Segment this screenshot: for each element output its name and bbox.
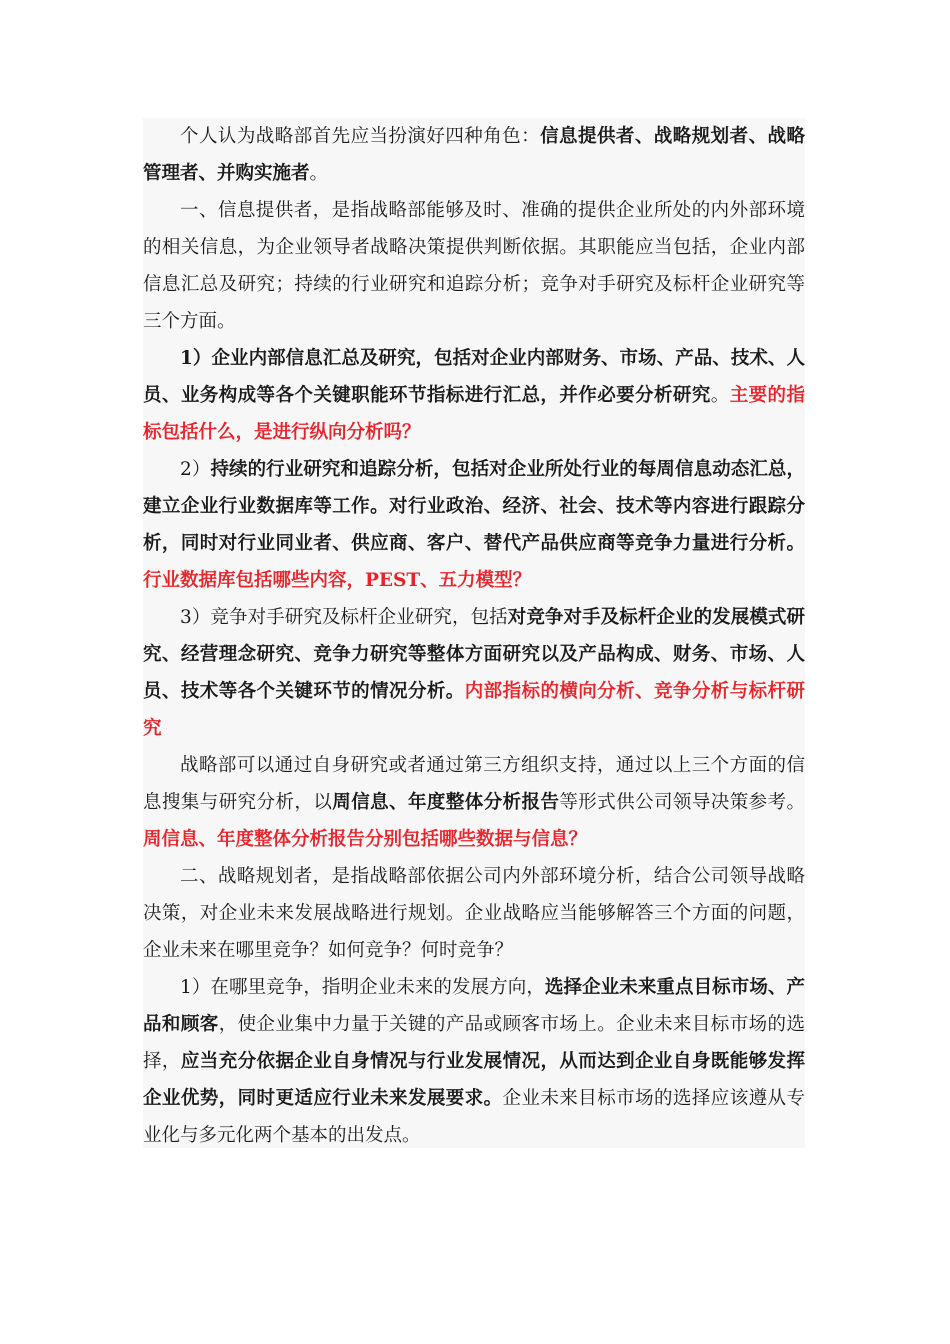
paragraph-strategy-planner (143, 858, 805, 969)
text-run-red-note: 行业数据库包括哪些内容，PEST、五力模型？ (143, 570, 532, 591)
text-run-bold: 持续的行业研究和追踪分析，包括对企业所处行业的每周信息动态汇总，建立企业行业数据库等工作。对行业政治、经济、社会、技术等内容进行跟踪分析，同时对行业同业者、供应商、客户、替代产品供应商等竞争力量进行分析。 (143, 459, 805, 554)
text-run: 。 (309, 163, 329, 184)
text-run: 企业未来目标市场的选择应该遵从专业化与多元化两个基本的出发点。 (143, 1088, 805, 1146)
text-run: 一、信息提供者，是指战略部能够及时、准确的提供企业所处的内外部环境的相关信息，为企业领导者战略决策提供判断依据。其职能应当包括，企业内部信息汇总及研究；持续的行业研究和追踪分析；竞争对手研究及标杆企业研究等三个方面。 (143, 200, 805, 332)
text-run-bold: 对竞争对手及标杆企业的发展模式研究、经营理念研究、竞争力研究等整体方面研究以及产品构成、财务、市场、人员、技术等各个关键环节的情况分析。 (143, 607, 805, 702)
document-text-block (143, 118, 805, 1148)
paragraph-info-output (143, 747, 805, 858)
text-run-red-note: 主要的指标包括什么，是进行纵向分析吗？ (143, 385, 805, 443)
paragraph-where-to-compete (143, 969, 805, 1154)
text-run: ，使企业集中力量于关键的产品或顾客市场上。企业未来目标市场的选择， (143, 1014, 805, 1072)
text-run-bold: 1）企业内部信息汇总及研究，包括对企业内部财务、市场、产品、技术、人员、业务构成等各个关键职能环节指标进行汇总，并作必要分析研究 (143, 348, 805, 406)
paragraph-roles (143, 118, 805, 192)
text-run-bold: 信息提供者、战略规划者、战略管理者、并购实施者 (143, 126, 805, 184)
paragraph-info-provider (143, 192, 805, 340)
text-run: 。 (710, 385, 730, 406)
text-run: 3）竞争对手研究及标杆企业研究，包括 (180, 607, 508, 628)
text-run: 战略部可以通过自身研究或者通过第三方组织支持，通过以上三个方面的信息搜集与研究分析，以 (143, 755, 805, 813)
text-run: 二、战略规划者，是指战略部依据公司内外部环境分析，结合公司领导战略决策，对企业未来发展战略进行规划。企业战略应当能够解答三个方面的问题，企业未来在哪里竞争？如何竞争？何时竞争？ (143, 866, 805, 961)
text-run-bold: 选择企业未来重点目标市场、产品和顾客 (143, 977, 805, 1035)
text-run: 1）在哪里竞争，指明企业未来的发展方向， (180, 977, 545, 998)
paragraph-competitor-research (143, 599, 805, 747)
text-run: 等形式供公司领导决策参考。 (559, 792, 805, 813)
text-run: 个人认为战略部首先应当扮演好四种角色： (180, 126, 541, 147)
text-run-bold: 应当充分依据企业自身情况与行业发展情况，从而达到企业自身既能够发挥企业优势，同时更适应行业未来发展要求。 (143, 1051, 805, 1109)
paragraph-internal-research (143, 340, 805, 451)
text-run-red-note: 内部指标的横向分析、竞争分析与标杆研究 (143, 681, 805, 739)
text-run-red-note: 周信息、年度整体分析报告分别包括哪些数据与信息？ (143, 829, 588, 850)
text-run: 2） (180, 459, 211, 480)
text-run-bold: 周信息、年度整体分析报告 (332, 792, 560, 813)
paragraph-industry-research (143, 451, 805, 599)
